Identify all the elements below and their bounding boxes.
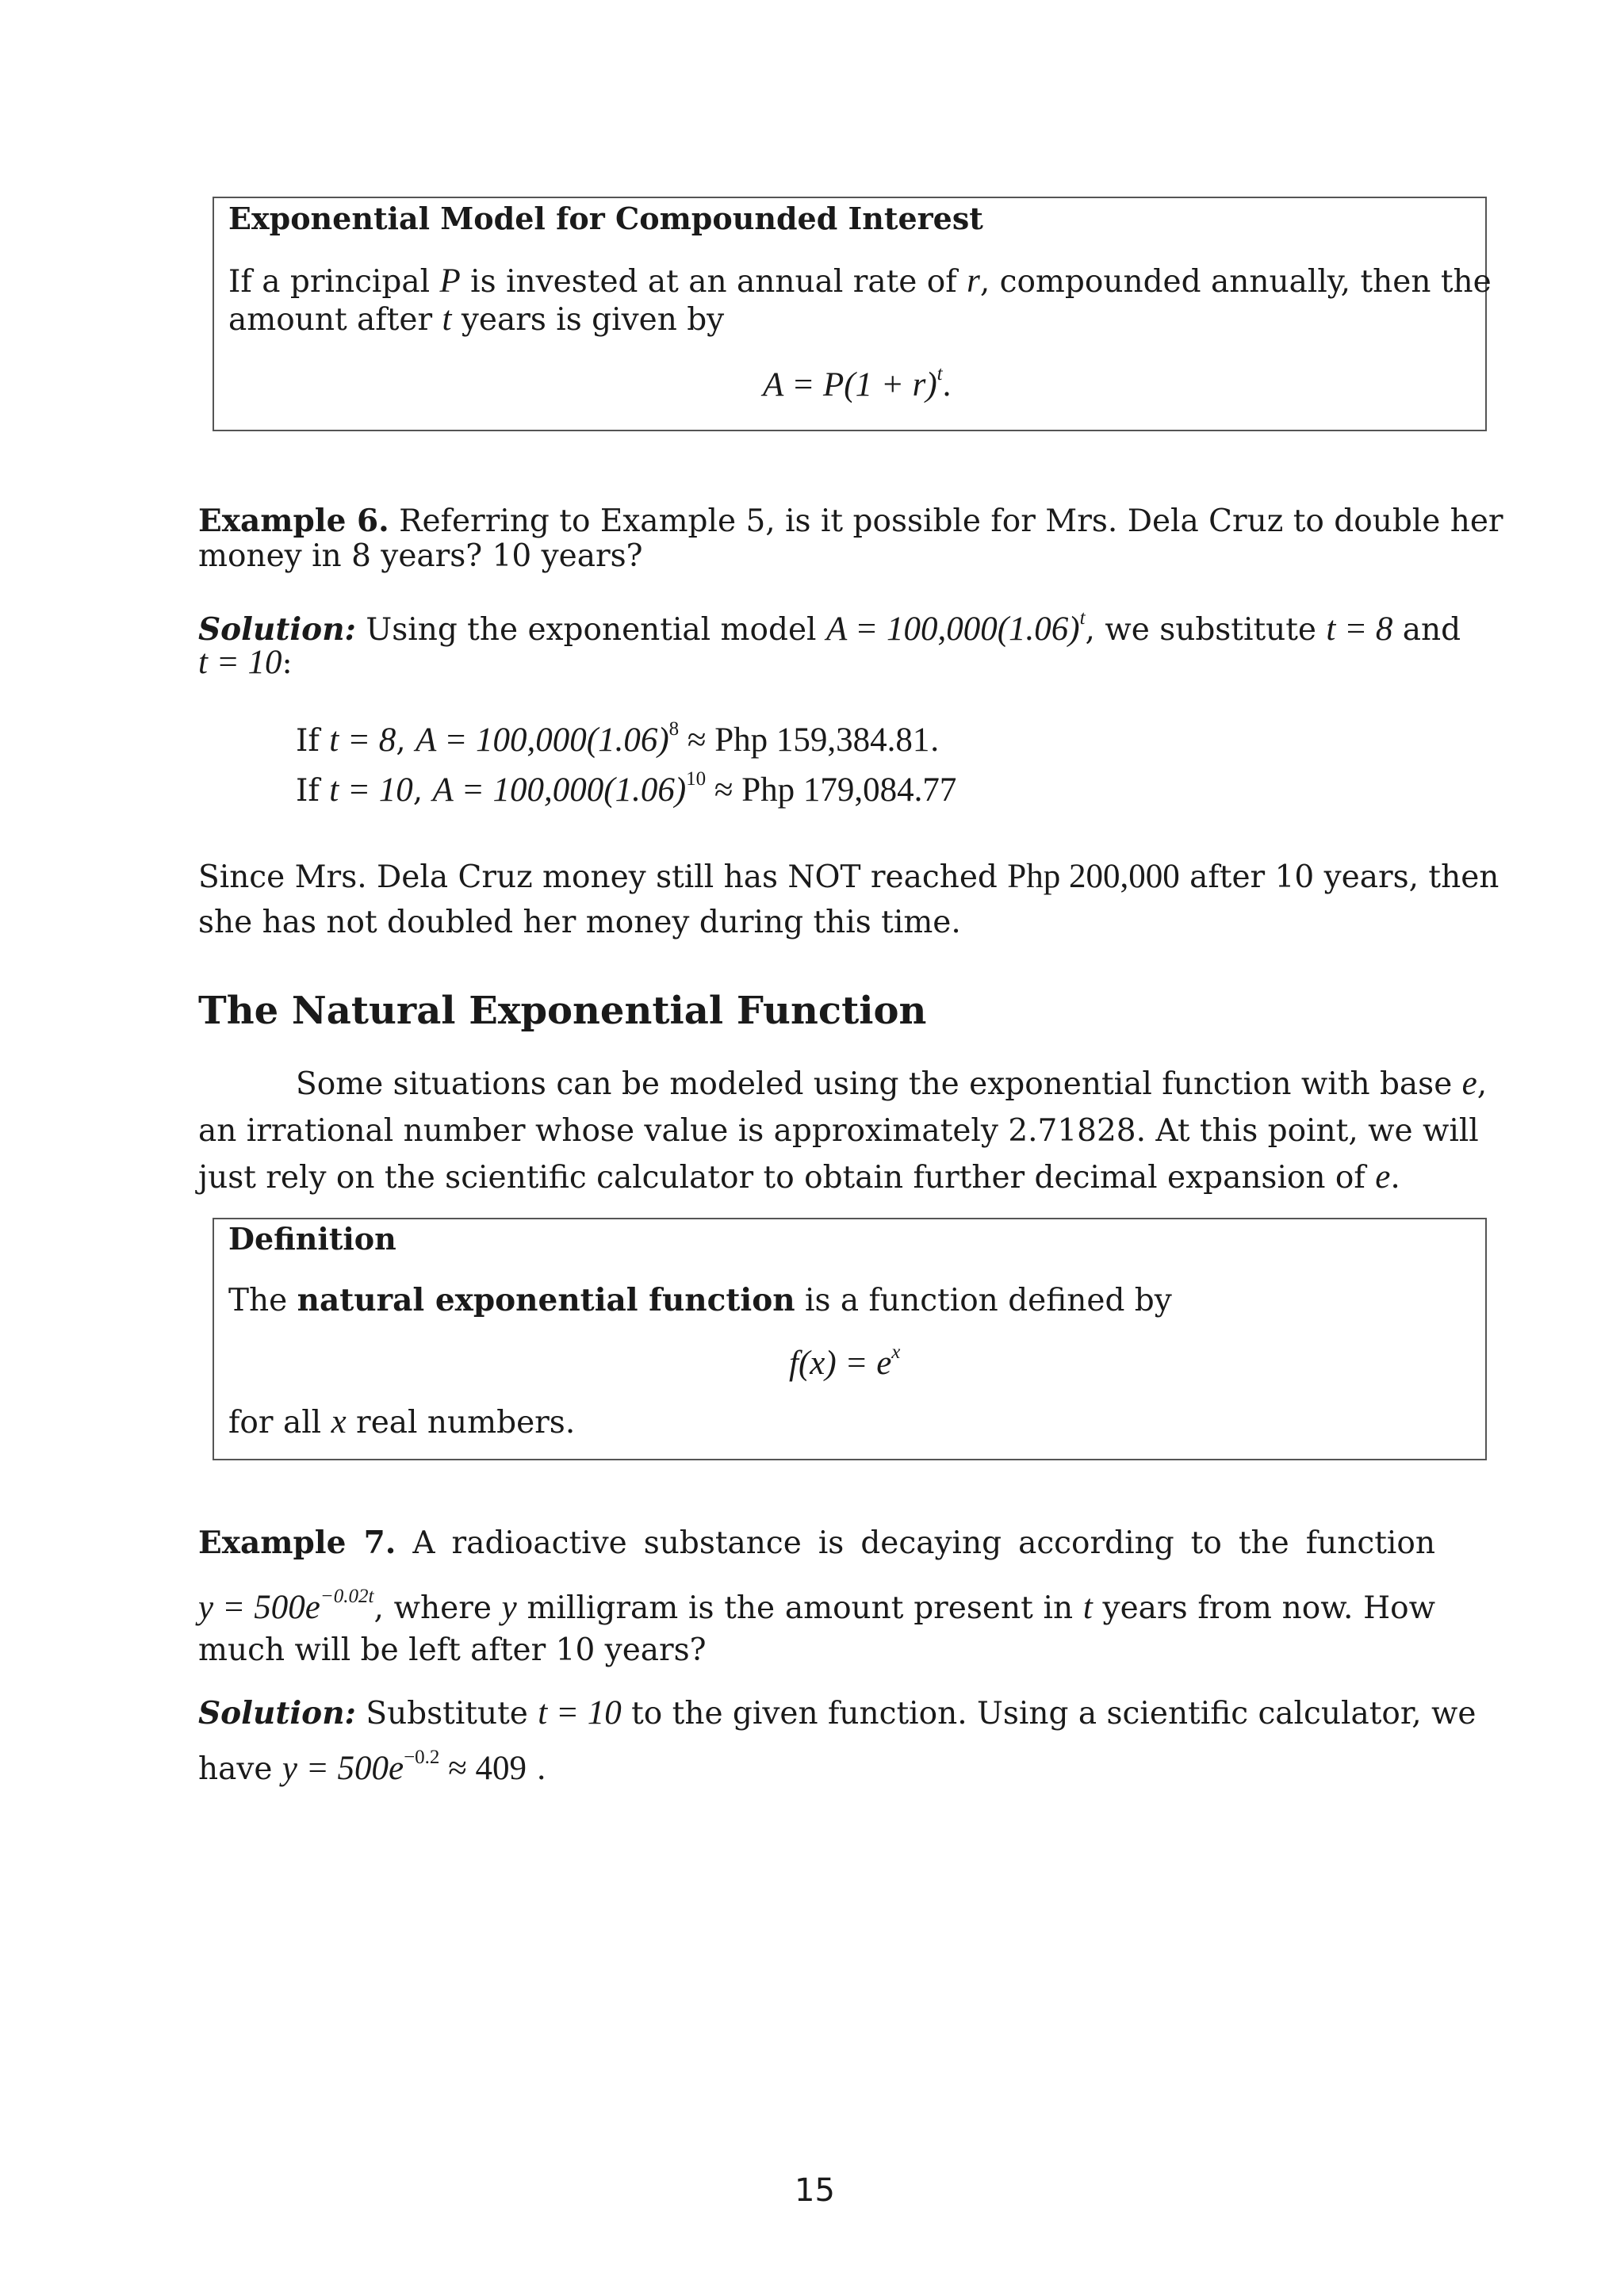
definition-line-3: for all x real numbers. — [228, 1403, 576, 1441]
example-7-solution-line-2: have $y = 500e^{-0.2} \approx 409$ . — [198, 1747, 546, 1787]
example-7-solution-line-1: Solution: Substitute t = 10 to the given function. Using a scientific calculator, we — [198, 1694, 1477, 1732]
definition-box-title: Definition — [228, 1221, 396, 1257]
compound-interest-line-1: If a principal P is invested at an annual rate of r, compounded annually, then the — [228, 262, 1492, 300]
example-6-solution-line-2: t = 10: — [198, 644, 293, 681]
section-paragraph-line-1: Some situations can be modeled using the exponential function with base e, — [296, 1065, 1488, 1102]
example-6-question-line-2: money in 8 years? 10 years? — [198, 538, 643, 574]
example-6-case-t10: If t = 10, $A = 100,000(1.06)^{10}$ ≈ Php 179,084.77 — [296, 768, 957, 809]
example-6-solution-line-1: Solution: Using the exponential model $A = 100,000(1.06)^t$, we substitute t = 8 and — [198, 607, 1461, 648]
section-heading: The Natural Exponential Function — [198, 989, 927, 1033]
example-7-question-line-3: much will be left after 10 years? — [198, 1632, 707, 1668]
example-6-case-t8: If t = 8, $A = 100,000(1.06)^8$ ≈ Php 159,384.81. — [296, 718, 940, 759]
compound-interest-line-2: amount after t years is given by — [228, 300, 725, 338]
section-paragraph-line-3: just rely on the scientific calculator to obtain further decimal expansion of e. — [198, 1158, 1400, 1196]
definition-formula: $f(x) = e^x$ — [789, 1341, 901, 1382]
section-paragraph-line-2: an irrational number whose value is approximately 2.71828. At this point, we will — [198, 1113, 1479, 1149]
compound-interest-box-title: Exponential Model for Compounded Interest — [228, 201, 983, 236]
example-7-question-line-2: $y = 500e^{-0.02t}$, where y milligram is the amount present in t years from now. How — [198, 1586, 1435, 1626]
example-6-question-line-1: Example 6. Referring to Example 5, is it possible for Mrs. Dela Cruz to double her — [198, 503, 1503, 539]
example-7-question-line-1: Example 7. A radioactive substance is decaying according to the function — [198, 1525, 1436, 1561]
example-6-conclusion-line-1: Since Mrs. Dela Cruz money still has NOT reached Php 200,000 after 10 years, then — [198, 858, 1500, 895]
example-6-conclusion-line-2: she has not doubled her money during this time. — [198, 905, 961, 940]
page-number: 15 — [795, 2172, 835, 2209]
compound-interest-formula: $A = P(1 + r)^t$. — [763, 363, 952, 404]
definition-line-1: The natural exponential function is a function defined by — [228, 1282, 1172, 1318]
